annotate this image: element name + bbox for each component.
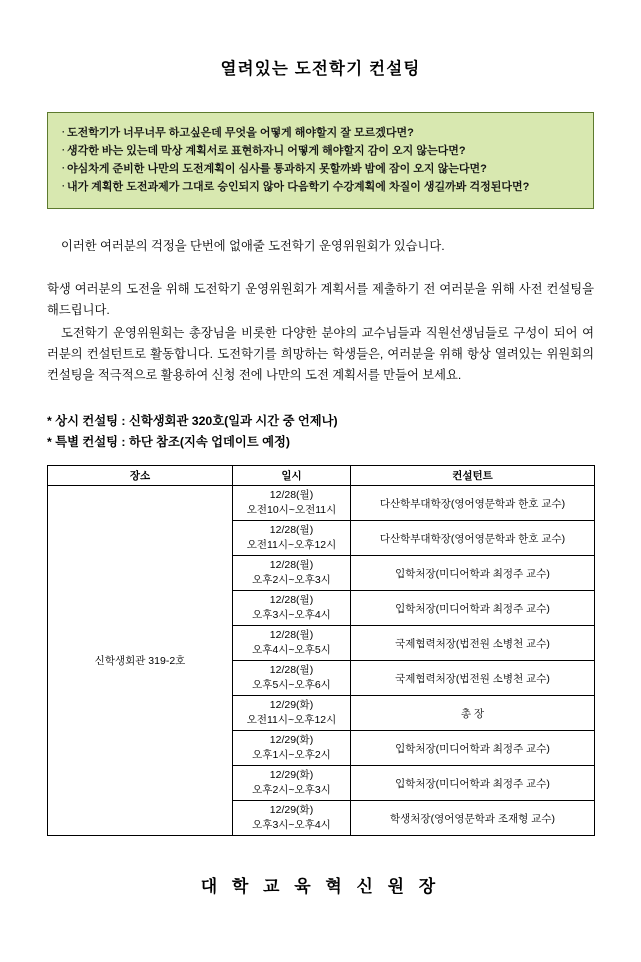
time-text: 오후2시~오후3시: [252, 784, 331, 796]
notice-line-text: 생각한 바는 있는데 막상 계획서로 표현하자니 어떻게 해야할지 감이 오지 않는다면?: [67, 145, 466, 157]
document-page: [0, 55, 641, 962]
time-text: 오전11시~오후12시: [246, 539, 337, 551]
bullet-icon: ·: [62, 145, 65, 155]
datetime-cell: [233, 556, 351, 591]
datetime-cell: [233, 696, 351, 731]
body-paragraph-2: 도전학기 운영위원회는 총장님을 비롯한 다양한 분야의 교수님들과 직원선생님들로 구성이 되어 여러분의 컨설턴트로 활동합니다. 도전학기를 희망하는 학생들은, 여러분을 위해 항상 열려있는 위원회의 컨설팅을 적극적으로 활용하여 신청 전에 나만의 도전 계획서를 만들어 보세요.: [47, 326, 594, 382]
date-text: 12/29(화): [269, 769, 314, 781]
consultant-cell: 국제협력처장(법전원 소병천 교수): [351, 661, 595, 696]
consultant-cell: 입학처장(미디어학과 최정주 교수): [351, 591, 595, 626]
datetime-cell: [233, 521, 351, 556]
bullet-icon: ·: [62, 163, 65, 173]
datetime-cell: [233, 661, 351, 696]
datetime-cell: [233, 801, 351, 836]
column-header-datetime: 일시: [233, 466, 351, 486]
datetime-cell: [233, 766, 351, 801]
table-header-row: [48, 466, 595, 486]
datetime-cell: [233, 591, 351, 626]
datetime-cell: [233, 626, 351, 661]
notice-line: [62, 124, 579, 142]
datetime-cell: [233, 731, 351, 766]
datetime-cell: [233, 486, 351, 521]
table-row: [48, 486, 595, 521]
date-text: 12/29(화): [269, 804, 314, 816]
consultant-cell: 입학처장(미디어학과 최정주 교수): [351, 731, 595, 766]
notice-box: [47, 112, 594, 209]
lead-paragraph: 이러한 여러분의 걱정을 단번에 없애줄 도전학기 운영위원회가 있습니다.: [61, 239, 445, 253]
time-text: 오후4시~오후5시: [252, 644, 331, 656]
date-text: 12/28(월): [269, 559, 314, 571]
column-header-consultant: 컨설턴트: [351, 466, 595, 486]
date-text: 12/29(화): [269, 699, 314, 711]
time-text: 오후3시~오후4시: [252, 819, 331, 831]
time-text: 오후3시~오후4시: [252, 609, 331, 621]
date-text: 12/28(월): [269, 664, 314, 676]
consultant-cell: 총 장: [351, 696, 595, 731]
time-text: 오전11시~오후12시: [246, 714, 337, 726]
place-cell: 신학생회관 319-2호: [48, 486, 233, 836]
time-text: 오후1시~오후2시: [252, 749, 331, 761]
footer-title: 대 학 교 육 혁 신 원 장: [200, 877, 441, 896]
date-text: 12/28(월): [269, 594, 314, 606]
notice-line-text: 도전학기가 너무너무 하고싶은데 무엇을 어떻게 해야할지 잘 모르겠다면?: [67, 127, 414, 139]
consultant-cell: 학생처장(영어영문학과 조재형 교수): [351, 801, 595, 836]
body-paragraph-1: 학생 여러분의 도전을 위해 도전학기 운영위원회가 계획서를 제출하기 전 여러분을 위해 사전 컨설팅을 해드립니다.: [47, 282, 594, 317]
consultant-cell: 입학처장(미디어학과 최정주 교수): [351, 556, 595, 591]
notice-line: [62, 160, 579, 178]
consultant-cell: 국제협력처장(법전원 소병천 교수): [351, 626, 595, 661]
consulting-line-regular: * 상시 컨설팅 : 신학생회관 320호(일과 시간 중 언제나): [47, 414, 338, 428]
time-text: 오후2시~오후3시: [252, 574, 331, 586]
column-header-place: 장소: [48, 466, 233, 486]
bullet-icon: ·: [62, 181, 65, 191]
time-text: 오후5시~오후6시: [252, 679, 331, 691]
page-title: 열려있는 도전학기 컨설팅: [220, 60, 421, 78]
schedule-table: [47, 465, 595, 836]
consultant-cell: 다산학부대학장(영어영문학과 한호 교수): [351, 486, 595, 521]
notice-line-text: 내가 계획한 도전과제가 그대로 승인되지 않아 다음학기 수강계획에 차질이 생길까봐 걱정된다면?: [67, 181, 530, 193]
consultant-cell: 입학처장(미디어학과 최정주 교수): [351, 766, 595, 801]
date-text: 12/28(월): [269, 489, 314, 501]
consulting-info: [47, 411, 594, 453]
bullet-icon: ·: [62, 127, 65, 137]
notice-line-text: 야심차게 준비한 나만의 도전계획이 심사를 통과하지 못할까봐 밤에 잠이 오지 않는다면?: [67, 163, 487, 175]
consultant-cell: 다산학부대학장(영어영문학과 한호 교수): [351, 521, 595, 556]
time-text: 오전10시~오전11시: [246, 504, 337, 516]
notice-line: [62, 142, 579, 160]
consulting-line-special: * 특별 컨설팅 : 하단 참조(지속 업데이트 예정): [47, 435, 290, 449]
date-text: 12/29(화): [269, 734, 314, 746]
date-text: 12/28(월): [269, 524, 314, 536]
notice-line: [62, 178, 579, 196]
date-text: 12/28(월): [269, 629, 314, 641]
